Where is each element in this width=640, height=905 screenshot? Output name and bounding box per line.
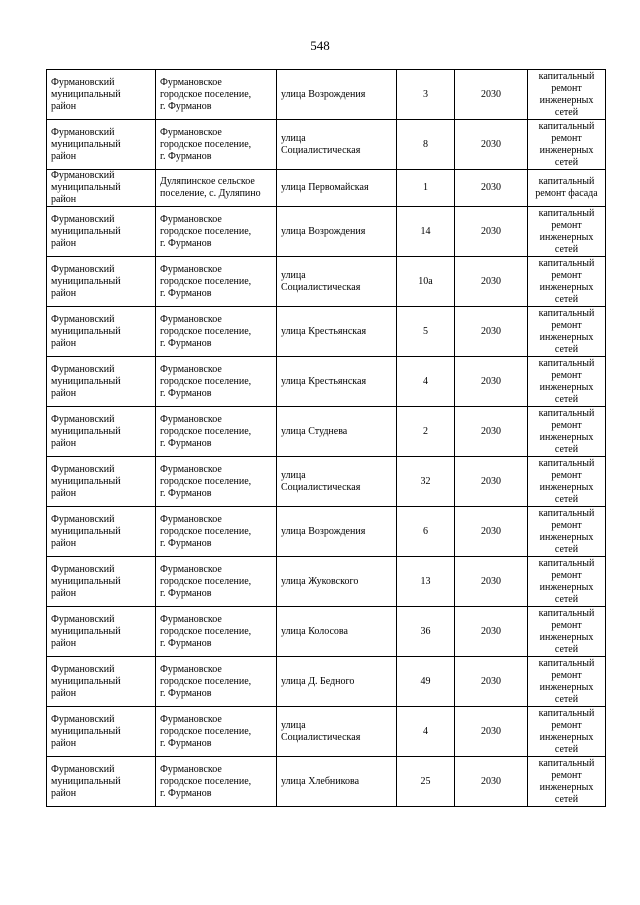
street-cell: улица Д. Бедного: [277, 657, 397, 707]
table-row: [47, 457, 606, 507]
settlement-cell: Фурмановское городское поселение, г. Фурманов: [156, 407, 277, 457]
street-cell: улица Социалистическая: [277, 707, 397, 757]
house-number-cell: 36: [397, 607, 455, 657]
house-number-cell: 8: [397, 120, 455, 170]
table-row: [47, 257, 606, 307]
district-cell: Фурмановский муниципальный район: [47, 307, 156, 357]
district-cell: Фурмановский муниципальный район: [47, 70, 156, 120]
street-cell: улица Возрождения: [277, 207, 397, 257]
district-cell: Фурмановский муниципальный район: [47, 357, 156, 407]
street-cell: улица Колосова: [277, 607, 397, 657]
work-type-cell: капитальный ремонт инженерных сетей: [528, 557, 606, 607]
table-row: [47, 707, 606, 757]
year-cell: 2030: [455, 557, 528, 607]
settlement-cell: Фурмановское городское поселение, г. Фурманов: [156, 70, 277, 120]
street-cell: улица Социалистическая: [277, 257, 397, 307]
housing-registry-table: [46, 69, 606, 807]
table-row: [47, 657, 606, 707]
table-row: [47, 507, 606, 557]
house-number-cell: 1: [397, 170, 455, 207]
table-row: [47, 70, 606, 120]
district-cell: Фурмановский муниципальный район: [47, 707, 156, 757]
street-cell: улица Социалистическая: [277, 120, 397, 170]
year-cell: 2030: [455, 707, 528, 757]
work-type-cell: капитальный ремонт инженерных сетей: [528, 257, 606, 307]
street-cell: улица Возрождения: [277, 70, 397, 120]
settlement-cell: Дуляпинское сельское поселение, с. Дуляпино: [156, 170, 277, 207]
work-type-cell: капитальный ремонт инженерных сетей: [528, 457, 606, 507]
district-cell: Фурмановский муниципальный район: [47, 170, 156, 207]
street-cell: улица Социалистическая: [277, 457, 397, 507]
table-row: [47, 607, 606, 657]
house-number-cell: 25: [397, 757, 455, 807]
year-cell: 2030: [455, 507, 528, 557]
street-cell: улица Крестьянская: [277, 357, 397, 407]
page-number: 548: [310, 38, 330, 53]
work-type-cell: капитальный ремонт инженерных сетей: [528, 757, 606, 807]
year-cell: 2030: [455, 307, 528, 357]
work-type-cell: капитальный ремонт инженерных сетей: [528, 307, 606, 357]
settlement-cell: Фурмановское городское поселение, г. Фурманов: [156, 307, 277, 357]
work-type-cell: капитальный ремонт инженерных сетей: [528, 357, 606, 407]
house-number-cell: 14: [397, 207, 455, 257]
district-cell: Фурмановский муниципальный район: [47, 607, 156, 657]
settlement-cell: Фурмановское городское поселение, г. Фурманов: [156, 707, 277, 757]
settlement-cell: Фурмановское городское поселение, г. Фурманов: [156, 457, 277, 507]
work-type-cell: капитальный ремонт фасада: [528, 170, 606, 207]
work-type-cell: капитальный ремонт инженерных сетей: [528, 657, 606, 707]
year-cell: 2030: [455, 257, 528, 307]
table-row: [47, 307, 606, 357]
house-number-cell: 2: [397, 407, 455, 457]
work-type-cell: капитальный ремонт инженерных сетей: [528, 407, 606, 457]
district-cell: Фурмановский муниципальный район: [47, 257, 156, 307]
settlement-cell: Фурмановское городское поселение, г. Фурманов: [156, 207, 277, 257]
house-number-cell: 13: [397, 557, 455, 607]
district-cell: Фурмановский муниципальный район: [47, 557, 156, 607]
settlement-cell: Фурмановское городское поселение, г. Фурманов: [156, 657, 277, 707]
table-row: [47, 357, 606, 407]
district-cell: Фурмановский муниципальный район: [47, 507, 156, 557]
table-row: [47, 557, 606, 607]
year-cell: 2030: [455, 207, 528, 257]
year-cell: 2030: [455, 757, 528, 807]
year-cell: 2030: [455, 457, 528, 507]
table-row: [47, 757, 606, 807]
house-number-cell: 3: [397, 70, 455, 120]
house-number-cell: 49: [397, 657, 455, 707]
year-cell: 2030: [455, 607, 528, 657]
street-cell: улица Хлебникова: [277, 757, 397, 807]
district-cell: Фурмановский муниципальный район: [47, 457, 156, 507]
table-row: [47, 407, 606, 457]
year-cell: 2030: [455, 70, 528, 120]
district-cell: Фурмановский муниципальный район: [47, 407, 156, 457]
house-number-cell: 4: [397, 357, 455, 407]
work-type-cell: капитальный ремонт инженерных сетей: [528, 607, 606, 657]
table-row: [47, 207, 606, 257]
year-cell: 2030: [455, 120, 528, 170]
settlement-cell: Фурмановское городское поселение, г. Фурманов: [156, 507, 277, 557]
house-number-cell: 4: [397, 707, 455, 757]
table-row: [47, 170, 606, 207]
street-cell: улица Крестьянская: [277, 307, 397, 357]
year-cell: 2030: [455, 657, 528, 707]
district-cell: Фурмановский муниципальный район: [47, 120, 156, 170]
work-type-cell: капитальный ремонт инженерных сетей: [528, 70, 606, 120]
work-type-cell: капитальный ремонт инженерных сетей: [528, 507, 606, 557]
settlement-cell: Фурмановское городское поселение, г. Фурманов: [156, 120, 277, 170]
house-number-cell: 6: [397, 507, 455, 557]
work-type-cell: капитальный ремонт инженерных сетей: [528, 207, 606, 257]
house-number-cell: 10а: [397, 257, 455, 307]
settlement-cell: Фурмановское городское поселение, г. Фурманов: [156, 357, 277, 407]
house-number-cell: 5: [397, 307, 455, 357]
year-cell: 2030: [455, 357, 528, 407]
work-type-cell: капитальный ремонт инженерных сетей: [528, 707, 606, 757]
settlement-cell: Фурмановское городское поселение, г. Фурманов: [156, 607, 277, 657]
street-cell: улица Первомайская: [277, 170, 397, 207]
district-cell: Фурмановский муниципальный район: [47, 207, 156, 257]
district-cell: Фурмановский муниципальный район: [47, 657, 156, 707]
settlement-cell: Фурмановское городское поселение, г. Фурманов: [156, 757, 277, 807]
year-cell: 2030: [455, 170, 528, 207]
street-cell: улица Студнева: [277, 407, 397, 457]
table-row: [47, 120, 606, 170]
house-number-cell: 32: [397, 457, 455, 507]
registry-body: [47, 70, 606, 807]
district-cell: Фурмановский муниципальный район: [47, 757, 156, 807]
settlement-cell: Фурмановское городское поселение, г. Фурманов: [156, 557, 277, 607]
street-cell: улица Возрождения: [277, 507, 397, 557]
work-type-cell: капитальный ремонт инженерных сетей: [528, 120, 606, 170]
settlement-cell: Фурмановское городское поселение, г. Фурманов: [156, 257, 277, 307]
year-cell: 2030: [455, 407, 528, 457]
street-cell: улица Жуковского: [277, 557, 397, 607]
